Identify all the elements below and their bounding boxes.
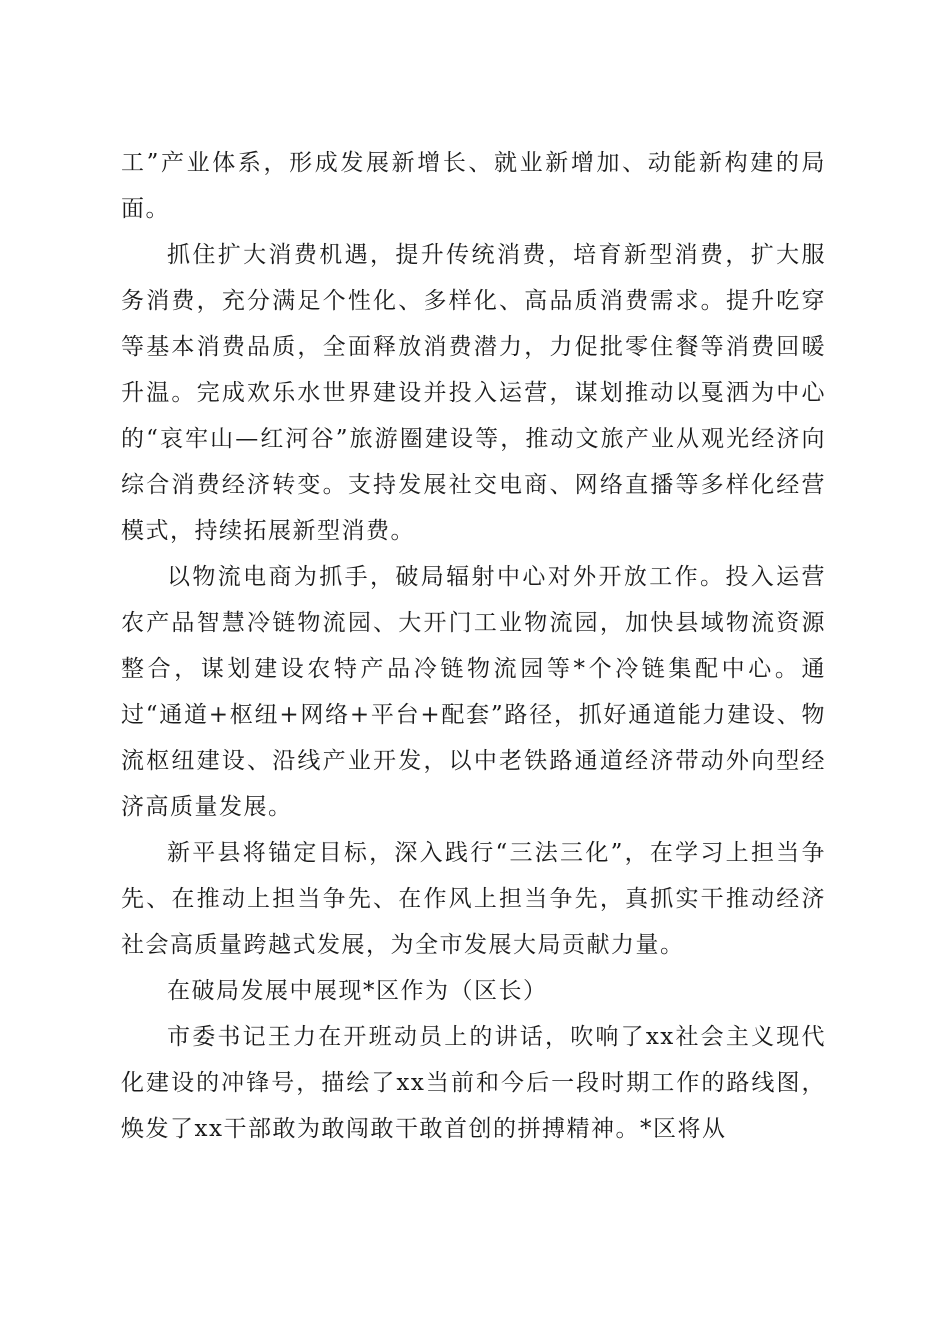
paragraph-continuation: 工”产业体系，形成发展新增长、就业新增加、动能新构建的局面。 — [121, 150, 826, 222]
paragraph-district-intro: 市委书记王力在开班动员上的讲话，吹响了xx社会主义现代化建设的冲锋号，描绘了xx当前和今后一段时期工作的路线图，焕发了xx干部敢为敢闯敢干敢首创的拼搏精神。*区将从 — [121, 1024, 826, 1142]
section-heading: 在破局发展中展现*区作为（区长） — [167, 978, 548, 1004]
document-page — [121, 140, 826, 1152]
paragraph-conclusion: 新平县将锚定目标，深入践行“三法三化”，在学习上担当争先、在推动上担当争先、在作风上担当争先，真抓实干推动经济社会高质量跨越式发展，为全市发展大局贡献力量。 — [121, 840, 826, 958]
paragraph-consumption: 抓住扩大消费机遇，提升传统消费，培育新型消费，扩大服务消费，充分满足个性化、多样化、高品质消费需求。提升吃穿等基本消费品质，全面释放消费潜力，力促批零住餐等消费回暖升温。完成欢乐水世界建设并投入运营，谋划推动以戛洒为中心的“哀牢山—红河谷”旅游圈建设等，推动文旅产业从观光经济向综合消费经济转变。支持发展社交电商、网络直播等多样化经营模式，持续拓展新型消费。 — [121, 242, 826, 544]
paragraph-logistics: 以物流电商为抓手，破局辐射中心对外开放工作。投入运营农产品智慧冷链物流园、大开门工业物流园，加快县域物流资源整合，谋划建设农特产品冷链物流园等*个冷链集配中心。通过“通道+枢纽+网络+平台+配套”路径，抓好通道能力建设、物流枢纽建设、沿线产业开发，以中老铁路通道经济带动外向型经济高质量发展。 — [121, 564, 826, 820]
